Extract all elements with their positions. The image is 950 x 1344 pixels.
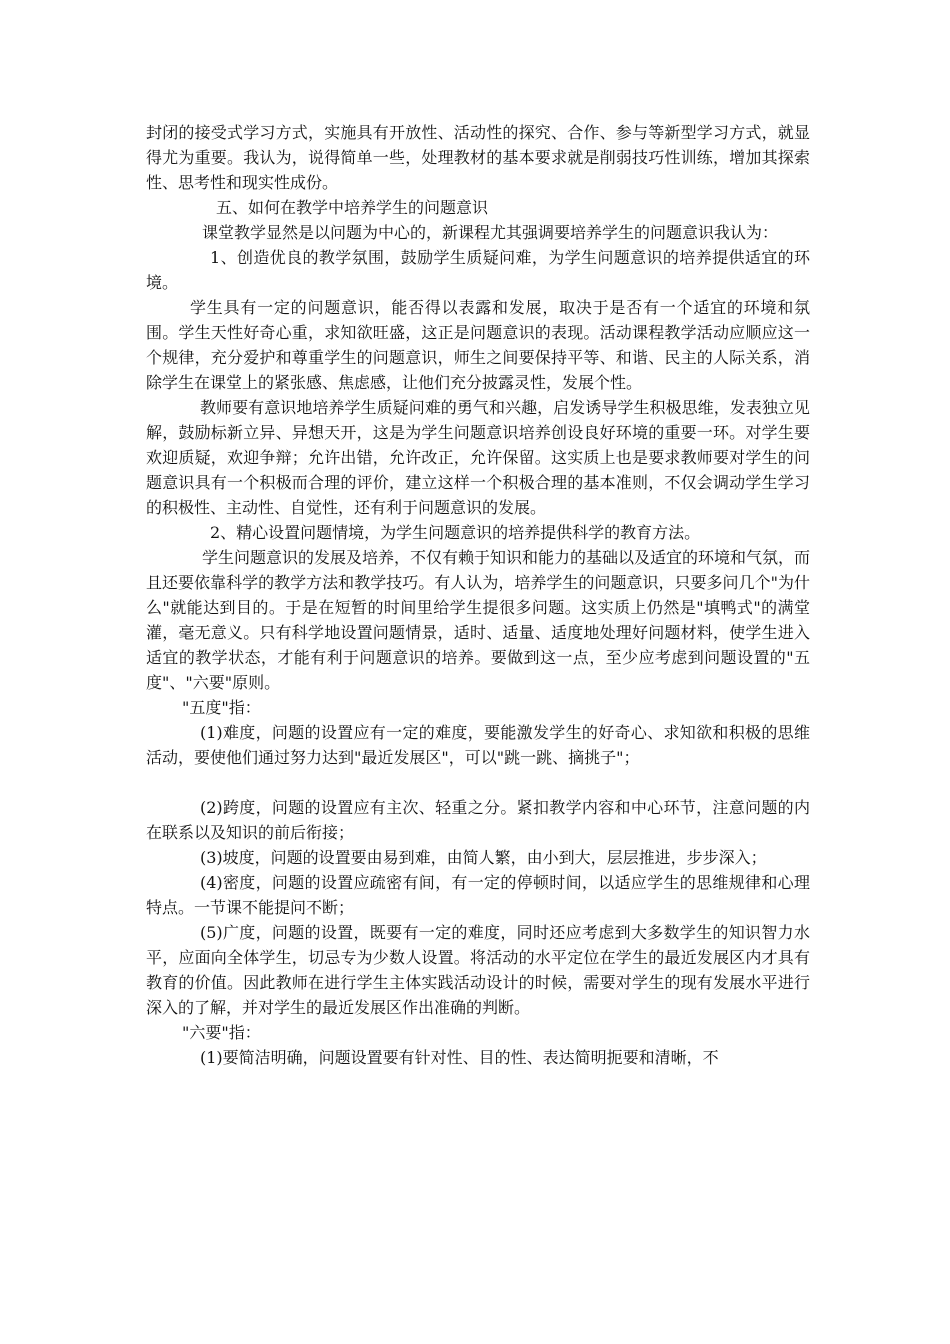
paragraph-student-awareness: 学生具有一定的问题意识，能否得以表露和发展，取决于是否有一个适宜的环境和氛围。学生天性好奇心重，求知欲旺盛，这正是问题意识的表现。活动课程教学活动应顺应这一个规律，充分爱护和尊重学生的问题意识，师生之间要保持平等、和谐、民主的人际关系，消除学生在课堂上的紧张感、焦虑感，让他们充分披露灵性，发展个性。 <box>146 298 810 392</box>
label-six-requirements: "六要"指： <box>182 1023 261 1042</box>
list-item-concise: (1)要简洁明确，问题设置要有针对性、目的性、表达简明扼要和清晰，不 <box>200 1048 719 1067</box>
list-item-breadth: (5)广度，问题的设置，既要有一定的难度，同时还应考虑到大多数学生的知识智力水平，应面向全体学生，切忌专为少数人设置。将活动的水平定位在学生的最近发展区内才具有教育的价值。因此教师在进行学生主体实践活动设计的时候，需要对学生的现有发展水平进行深入的了解，并对学生的最近发展区作出准确的判断。 <box>146 923 810 1017</box>
paragraph-teacher-encourage: 教师要有意识地培养学生质疑问难的勇气和兴趣，启发诱导学生积极思维，发表独立见解，鼓励标新立异、异想天开，这是为学生问题意识培养创设良好环境的重要一环。对学生要欢迎质疑，欢迎争辩；允许出错，允许改正，允许保留。这实质上也是要求教师要对学生的问题意识具有一个积极而合理的评价，建立这样一个积极合理的基本准则，不仅会调动学生学习的积极性、主动性、自觉性，还有利于问题意识的发展。 <box>146 398 810 517</box>
document-page <box>146 120 810 1070</box>
blank-line <box>146 770 810 795</box>
list-item-difficulty: (1)难度，问题的设置应有一定的难度，要能激发学生的好奇心、求知欲和积极的思维活动，要使他们通过努力达到"最近发展区"，可以"跳一跳、摘挑子"； <box>146 723 810 767</box>
paragraph-classroom-teaching: 课堂教学显然是以问题为中心的，新课程尤其强调要培养学生的问题意识我认为： <box>202 223 779 242</box>
section-heading-five: 五、如何在教学中培养学生的问题意识 <box>216 198 489 217</box>
paragraph-intro-continuation: 封闭的接受式学习方式，实施具有开放性、活动性的探究、合作、参与等新型学习方式，就显得尤为重要。我认为，说得简单一些，处理教材的基本要求就是削弱技巧性训练，增加其探索性、思考性和现实性成份。 <box>146 123 810 192</box>
list-item-slope: (3)坡度，问题的设置要由易到难，由简人繁，由小到大，层层推进，步步深入； <box>200 848 767 867</box>
subheading-design-situations: 2、精心设置问题情境，为学生问题意识的培养提供科学的教育方法。 <box>210 523 701 542</box>
label-five-degrees: "五度"指： <box>182 698 261 717</box>
paragraph-development-methods: 学生问题意识的发展及培养，不仅有赖于知识和能力的基础以及适宜的环境和气氛，而且还要依靠科学的教学方法和教学技巧。有人认为，培养学生的问题意识，只要多问几个"为什么"就能达到目的。于是在短暂的时间里给学生提很多问题。这实质上仍然是"填鸭式"的满堂灌，毫无意义。只有科学地设置问题情景，适时、适量、适度地处理好问题材料，使学生进入适宜的教学状态，才能有利于问题意识的培养。要做到这一点，至少应考虑到问题设置的"五度"、"六要"原则。 <box>146 548 811 692</box>
list-item-span: (2)跨度，问题的设置应有主次、轻重之分。紧扣教学内容和中心环节，注意问题的内在联系以及知识的前后衔接； <box>146 798 810 842</box>
subheading-create-atmosphere: 1、创造优良的教学氛围，鼓励学生质疑问难，为学生问题意识的培养提供适宜的环境。 <box>146 248 810 292</box>
list-item-density: (4)密度，问题的设置应疏密有间，有一定的停顿时间，以适应学生的思维规律和心理特点。一节课不能提问不断； <box>146 873 810 917</box>
